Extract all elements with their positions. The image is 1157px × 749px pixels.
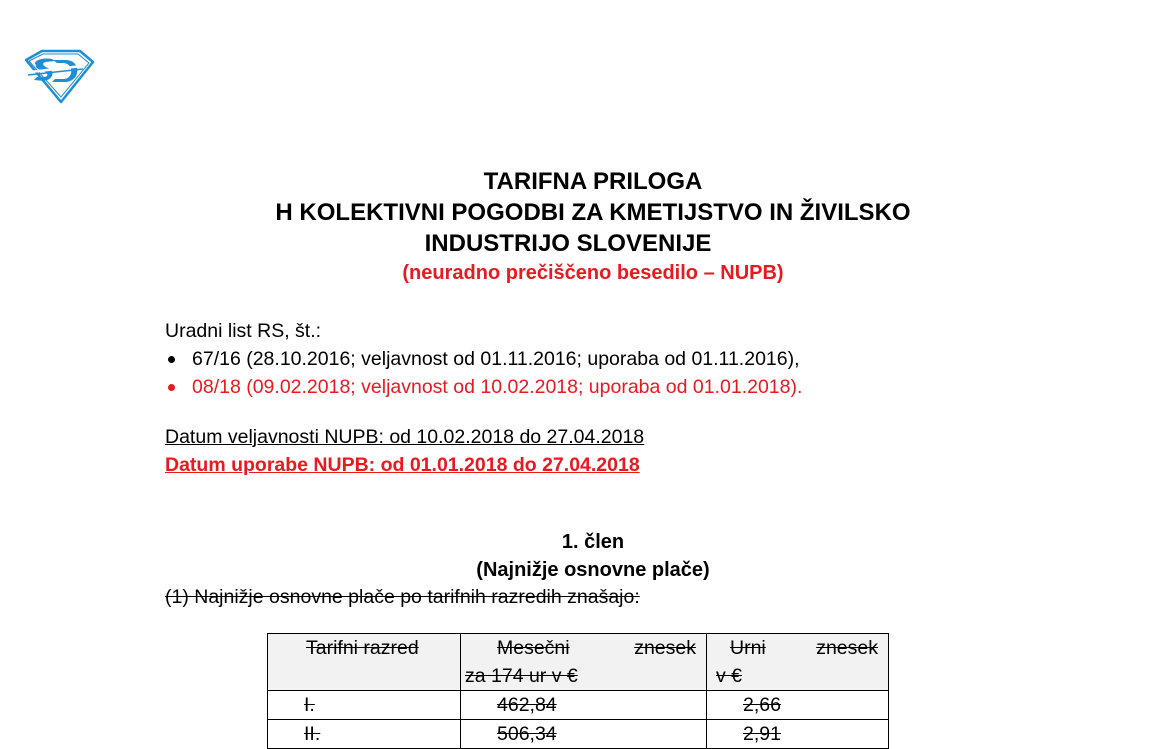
header-monthly-c: za 174 ur v € — [465, 665, 578, 687]
table-row — [268, 691, 889, 720]
title-subtitle: (neuradno prečiščeno besedilo – NUPB) — [402, 262, 784, 284]
header-hourly-a: Urni — [730, 637, 766, 659]
document-title — [0, 166, 1157, 287]
article-number: 1. člen — [561, 531, 625, 553]
gazette-item: 67/16 (28.10.2016; veljavnost od 01.11.2016; uporaba od 01.11.2016), — [165, 345, 802, 373]
hourly-amount: 2,66 — [743, 694, 781, 716]
validity-date-line: Datum veljavnosti NUPB: od 10.02.2018 do 27.04.2018 — [165, 426, 645, 448]
sd-logo — [22, 48, 96, 104]
table-cell — [268, 720, 461, 749]
gazette-item: 08/18 (09.02.2018; veljavnost od 10.02.2018; uporaba od 01.01.2018). — [165, 373, 802, 401]
header-tariff-class: Tarifni razred — [306, 637, 419, 659]
tariff-class: I. — [304, 694, 315, 716]
title-line-1: TARIFNA PRILOGA — [483, 168, 703, 195]
table-cell — [461, 720, 707, 749]
table-row — [268, 720, 889, 749]
header-hourly-c: v € — [716, 665, 743, 687]
article-title: (Najnižje osnovne plače) — [476, 559, 710, 581]
header-cell — [461, 634, 707, 691]
validity-dates — [165, 423, 644, 479]
table-cell — [707, 691, 889, 720]
gazette-label: Uradni list RS, št.: — [165, 320, 322, 342]
table-cell — [268, 691, 461, 720]
title-line-2: H KOLEKTIVNI POGODBI ZA KMETIJSTVO IN ŽIVILSKO — [275, 199, 911, 226]
paragraph-1-struck: (1) Najnižje osnovne plače po tarifnih razredih znašajo: — [165, 586, 640, 608]
monthly-amount: 506,34 — [497, 723, 557, 745]
monthly-amount: 462,84 — [497, 694, 557, 716]
header-hourly-b: znesek — [816, 637, 878, 659]
header-cell — [707, 634, 889, 691]
header-cell — [268, 634, 461, 691]
gazette-list — [165, 345, 802, 401]
title-line-3: INDUSTRIJO SLOVENIJE — [424, 230, 712, 257]
tariff-class: II. — [304, 723, 321, 745]
header-monthly-b: znesek — [634, 637, 696, 659]
hourly-amount: 2,91 — [743, 723, 781, 745]
table-cell — [461, 691, 707, 720]
table-cell — [707, 720, 889, 749]
tariff-table — [267, 633, 889, 749]
table-header-row — [268, 634, 889, 691]
gazette-references — [165, 317, 802, 401]
use-date-line: Datum uporabe NUPB: od 01.01.2018 do 27.04.2018 — [165, 454, 640, 476]
header-monthly-a: Mesečni — [497, 637, 570, 659]
article-heading — [0, 528, 1157, 584]
